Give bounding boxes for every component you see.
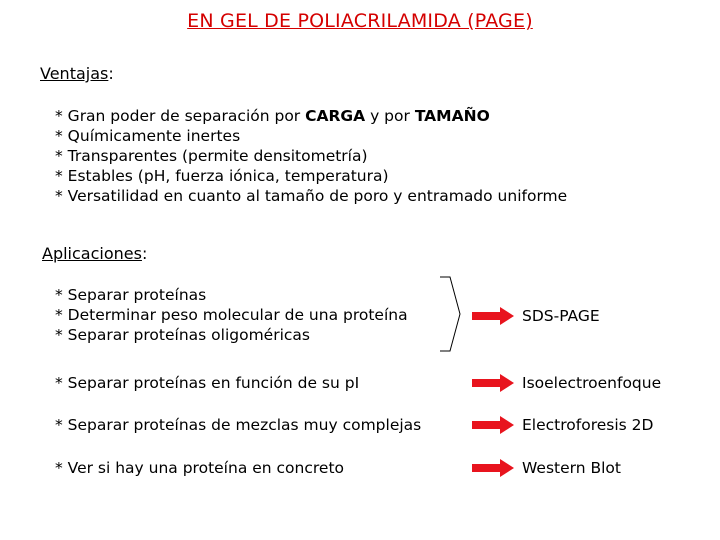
aplicaciones-colon: : [141, 244, 148, 263]
right-arrow-icon [472, 416, 514, 434]
aplicaciones-group-item: * Separar proteínas [55, 286, 207, 304]
ventajas-heading [40, 64, 114, 83]
right-arrow-icon [472, 307, 514, 325]
aplicaciones-row: * Ver si hay una proteína en concreto [55, 459, 345, 477]
aplicaciones-row: * Separar proteínas de mezclas muy complejas [55, 416, 422, 434]
right-arrow-icon [472, 374, 514, 392]
ventajas-item: * Transparentes (permite densitometría) [55, 147, 368, 165]
result-isoelectroenfoque: Isoelectroenfoque [522, 374, 662, 392]
page-title: EN GEL DE POLIACRILAMIDA (PAGE) [187, 10, 533, 32]
result-electroforesis-2d: Electroforesis 2D [522, 416, 654, 434]
ventajas-item-text: * Gran poder de separación por [55, 107, 306, 125]
aplicaciones-row: * Separar proteínas en función de su pI [55, 374, 360, 392]
aplicaciones-group-item: * Determinar peso molecular de una proteína [55, 306, 408, 324]
aplicaciones-group-list [55, 285, 408, 345]
aplicaciones-group-item: * Separar proteínas oligoméricas [55, 326, 310, 344]
ventajas-item: * Estables (pH, fuerza iónica, temperatura) [55, 167, 389, 185]
right-brace-icon [438, 276, 462, 352]
ventajas-item [55, 106, 567, 126]
ventajas-item: * Versatilidad en cuanto al tamaño de poro y entramado uniforme [55, 187, 568, 205]
ventajas-heading-text: Ventajas [40, 64, 109, 83]
aplicaciones-heading-text: Aplicaciones [42, 244, 142, 263]
right-arrow-icon [472, 459, 514, 477]
ventajas-list [55, 106, 567, 206]
ventajas-item-bold-carga: CARGA [305, 107, 366, 125]
aplicaciones-heading [42, 244, 147, 263]
result-sds-page: SDS-PAGE [522, 307, 600, 325]
ventajas-item: * Químicamente inertes [55, 127, 241, 145]
ventajas-item-text-mid: y por [365, 107, 415, 125]
result-western-blot: Western Blot [522, 459, 621, 477]
ventajas-colon: : [108, 64, 114, 83]
ventajas-item-bold-tamano: TAMAÑO [414, 107, 490, 125]
